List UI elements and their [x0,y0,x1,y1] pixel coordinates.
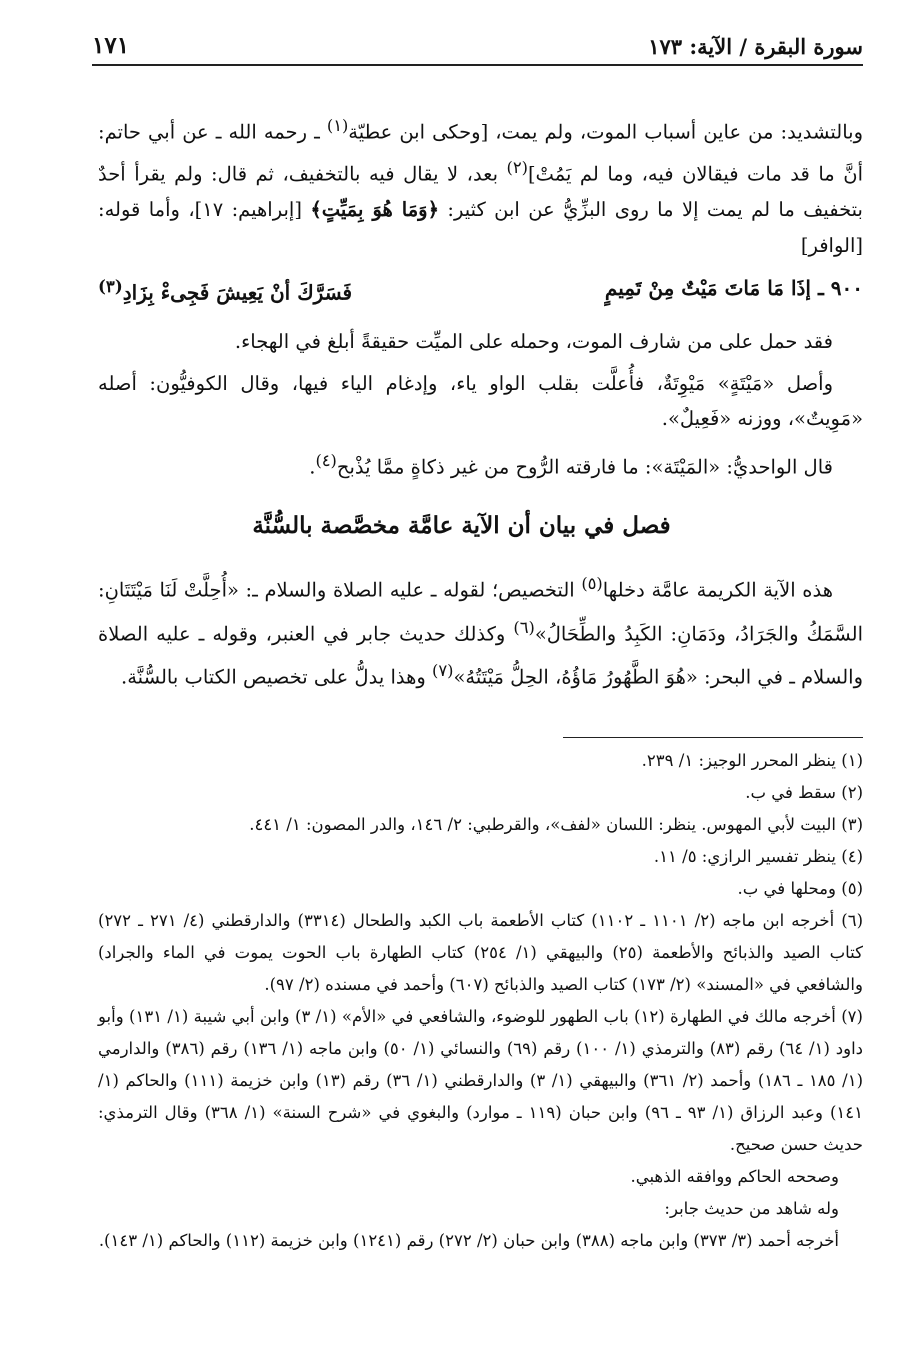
footnote-ref: (٤) [315,450,337,470]
section-title: فصل في بيان أن الآية عامَّة مخصَّصة بالسُّنَّة [252,512,671,539]
paragraph [98,565,863,696]
footnote-ref: (٣) [98,276,123,296]
text-run: فَسَرَّكَ أنْ يَعِيشَ فَجِىءْ بِزَادِ [122,280,353,305]
footnote: (٣) البيت لأبي المهوس. ينظر: اللسان «لفف»، والقرطبي: ٢/ ١٤٦، والدر المصون: ١/ ٤٤١. [249,815,863,834]
text-run: . [309,455,316,478]
footnote: وله شاهد من حديث جابر: [664,1199,839,1218]
footnote: أخرجه أحمد (٣/ ٣٧٣) وابن ماجه (٣٨٨) وابن حبان (٢/ ٢٧٢) رقم (١٢٤١) وابن خزيمة (١١٢) والحاكم (١/ ١٤٣). [98,1231,839,1250]
footnote: (٦) أخرجه ابن ماجه (٢/ ١١٠١ ـ ١١٠٢) كتاب الأطعمة باب الكبد والطحال (٣٣١٤) والدارقطني (٤/ ٢٧١ ـ ٢٧٢) كتاب الصيد والذبائح والأطعمة (٢٥) والبيهقي (١/ ٢٥٤) كتاب الطهارة باب الحوت يموت في الماء والجراد) والشافعي في «المسند» (٢/ ١٧٣) كتاب الصيد والذبائح (٦٠٧) وأحمد في مسنده (٢/ ٩٧). [98,911,864,994]
header-rule [92,64,863,66]
page-number: ١٧١ [92,32,130,59]
footnote-ref: (٧) [432,661,454,680]
paragraph [98,366,863,437]
main-paragraph-2 [98,324,863,491]
text-run: هذه الآية الكريمة عامَّة دخلها [602,578,834,602]
paragraph [98,108,863,263]
footnotes [98,745,863,1257]
surah-ayah-heading: سورة البقرة / الآية: ١٧٣ [648,34,863,59]
poem-hemistich-2 [98,276,352,305]
text-run: وهذا يدلُّ على تخصيص الكتاب بالسُّنَّة. [121,665,433,689]
footnote: (١) ينظر المحرر الوجيز: ١/ ٢٣٩. [641,751,863,770]
footnote-ref: (١) [326,116,349,135]
main-paragraph-3 [98,565,863,696]
text-run: [إبراهيم: ١٧]، وأما قوله: [الوافر] [98,198,863,257]
footnote-separator [563,737,863,738]
footnote-ref: (٦) [513,617,535,637]
footnote: وصححه الحاكم ووافقه الذهبي. [630,1167,839,1186]
quran-quote: ﴿وَمَا هُوَ بِمَيِّتٍ﴾ [310,198,439,221]
footnote-ref: (٥) [581,574,603,593]
paragraph [98,443,833,485]
text-run: وبالتشديد: من عاين أسباب الموت، ولم يمت، [وحكى ابن عطيّة [348,120,863,144]
text-run: بعد، لا يقال فيه بالتخفيف، ثم قال: ولم يقرأ أحدٌ بتخفيف ما لم يمت إلا ما روى البزِّيُّ عن ابن كثير: [98,162,863,221]
main-paragraph-1 [98,108,863,263]
poem-hemistich-1: ٩٠٠ ـ إذَا مَا مَاتَ مَيْتٌ مِنْ تَمِيمٍ [604,276,863,300]
page-header [92,30,863,70]
text-run: ـ رحمه الله ـ عن أبي حاتم: أنَّ ما قد مات فيقالان فيه، وما لم يَمُتْ] [98,120,863,186]
text-run: وكذلك حديث جابر في العنبر، وقوله ـ عليه الصلاة والسلام ـ في البحر: «هُوَ الطَّهُورُ مَاؤُهُ، الحِلُّ مَيْتَتُهُ» [98,622,863,689]
paragraph: فقد حمل على من شارف الموت، وحمله على الميِّت حقيقةً أبلغ في الهجاء. [234,330,833,353]
footnote: (٧) أخرجه مالك في الطهارة (١٢) باب الطهور للوضوء، والشافعي في «الأم» (١/ ٣) وابن أبي شيبة (١/ ١٣١) وأبو داود (١/ ٦٤) رقم (٨٣) والترمذي (١/ ١٠٠) رقم (٦٩) والنسائي (١/ ٥٠) وابن ماجه (١/ ١٣٦) رقم (٣٨٦) والدارمي (١/ ١٨٥ ـ ١٨٦) وأحمد (٢/ ٣٦١) والبيهقي (١/ ٣) والدارقطني (١/ ٣٦) رقم (١٣) وابن خزيمة (١١١) والحاكم (١/ ١٤١) وعبد الرزاق (١/ ٩٣ ـ ٩٦) وابن حبان (١١٩ ـ موارد) والبغوي في «شرح السنة» (١/ ٣٦٨) وقال الترمذي: حديث حسن صحيح. [98,1007,864,1154]
text-run: قال الواحديُّ: «المَيْتَة»: ما فارقته الرُّوح من غير ذكاةٍ ممَّا يُذْبح [336,455,833,478]
footnote: (٢) سقط في ب. [745,783,863,802]
footnote: (٤) ينظر تفسير الرازي: ٥/ ١١. [653,847,863,866]
text-run: التخصيص؛ لقوله ـ عليه الصلاة والسلام ـ: «أُحِلَّتْ لَنَا مَيْتَتَانِ: السَّمَكُ والجَرَادُ، ودَمَانِ: الكَبِدُ والطِّحَالُ» [98,578,863,645]
footnote: (٥) ومحلها في ب. [737,879,863,898]
text-run: وأصل «مَيْتَةٍ» مَيْوِتَةٌ، فأُعلَّت بقلب الواو ياء، وإدغام الياء فيها، وقال الكوفيُّون: أصله «مَوِيتٌ»، ووزنه «فَعِيلٌ». [98,371,863,430]
poem-verse [98,270,863,310]
footnote-ref: (٢) [506,158,528,177]
